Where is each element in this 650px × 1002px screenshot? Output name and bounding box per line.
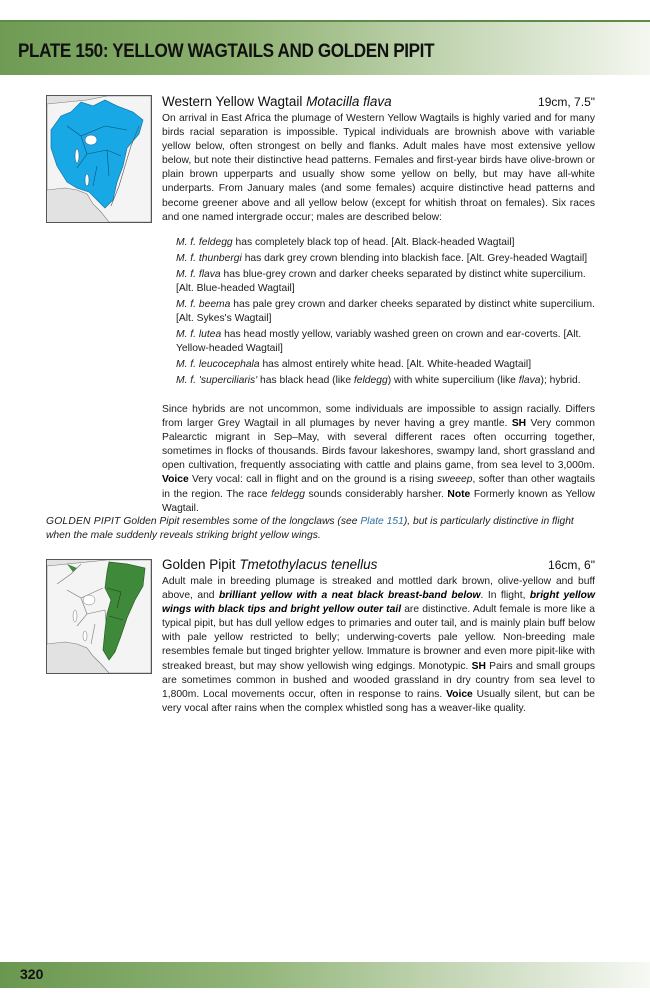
species-size: 19cm, 7.5"	[538, 95, 595, 109]
race-list	[176, 236, 596, 389]
range-map-golden-pipit	[46, 559, 152, 674]
species-notes: Since hybrids are not uncommon, some individuals are impossible to assign racially. Differs from larger Grey Wagtail in all plumages by never having a grey mantle. SH Very common Palearctic migrant in Sep–May, with several different races often occurring together, sometimes in flocks of thousands. Birds favour lakeshores, swampy land, short grassland and open cultivation, frequently associating with cattle and plains game, from sea level to 3,000m. Voice Very vocal: call in flight and on the ground is a rising sweeep, softer than other wagtails in the region. The race feldegg sounds considerably harsher. Note Formerly known as Yellow Wagtail.	[162, 404, 596, 514]
race-item: M. f. lutea has head mostly yellow, variably washed green on crown and ear-coverts. [Alt. Yellow-headed Wagtail]	[176, 328, 582, 355]
comparison-note: GOLDEN PIPIT Golden Pipit resembles some of the longclaws (see Plate 151), but is particularly distinctive in flight when the male suddenly reveals striking bright yellow wings.	[46, 516, 574, 542]
sh-label: SH	[511, 418, 527, 430]
species-size: 16cm, 6"	[548, 558, 595, 572]
voice-label: Voice	[446, 688, 473, 700]
plate-header-band	[0, 20, 650, 75]
header-rule	[0, 20, 650, 22]
species-description: Adult male in breeding plumage is streaked and mottled dark brown, olive-yellow and buff above, and brilliant yellow with a neat black breast-band below. In flight, bright yellow wings with black tips and bright yellow outer tail are distinctive. Adult female is more like a typical pipit, but has dull yellow edges to primaries and outer tail, and is mainly plain buff below with pale yellow restricted to belly; underwing-coverts pale yellow. Non-breeding male resembles female but tinged brighter yellow. Immature is browner and even more pipit-like with streaked breast, but may show yellowish wing edgings. Monotypic. SH Pairs and small groups are sometimes common in bushed and wooded grassland in dry country from sea level to 1,800m. Local movements occur, often in response to rains. Voice Usually silent, but can be very vocal after rains when the complex whistled song has a weaver-like quality.	[162, 576, 595, 714]
note-label: Note	[447, 488, 471, 500]
race-item: M. f. thunbergi has dark grey crown blending into blackish face. [Alt. Grey-headed Wagtail]	[176, 252, 588, 264]
common-name: Golden Pipit	[162, 557, 236, 572]
plate-link[interactable]: Plate 151	[360, 516, 404, 527]
species-name-western-yellow-wagtail	[162, 94, 392, 109]
voice-label: Voice	[162, 474, 189, 486]
race-item: M. f. flava has blue-grey crown and darker cheeks separated by distinct white supercilium. [Alt. Blue-headed Wagtail]	[176, 268, 586, 294]
race-item: M. f. leucocephala has almost entirely white head. [Alt. White-headed Wagtail]	[176, 358, 532, 370]
common-name: Western Yellow Wagtail	[162, 94, 303, 109]
race-item: M. f. 'superciliaris' has black head (like feldegg) with white supercilium (like flava); hybrid.	[176, 374, 581, 386]
note-key: GOLDEN PIPIT	[46, 516, 121, 527]
species-description: On arrival in East Africa the plumage of Western Yellow Wagtails is highly varied and for many birds racial separation is impossible. Typical individuals are brownish above with variable yellow below, often strongest on belly and flanks. Adult males have most extensive yellow below, but note their distinctive head patterns. Females and first-year birds have olive-brown or plain brown upperparts and usually show some yellow on belly, but may have all-white underparts. From January males (and some females) acquire distinctive head patterns and become greener above and all yellow below (except for whitish throat on females). Six races and one named intergrade occur; males are described below:	[162, 113, 595, 223]
scientific-name: Motacilla flava	[306, 94, 392, 109]
plate-title: PLATE 150: YELLOW WAGTAILS AND GOLDEN PIPIT	[18, 41, 435, 62]
race-item: M. f. feldegg has completely black top of head. [Alt. Black-headed Wagtail]	[176, 237, 515, 248]
scientific-name: Tmetothylacus tenellus	[239, 557, 378, 572]
footer-band	[0, 962, 650, 988]
species-name-golden-pipit	[162, 557, 377, 572]
range-map-western-yellow-wagtail	[46, 95, 152, 223]
page-number: 320	[20, 966, 44, 982]
race-item: M. f. beema has pale grey crown and darker cheeks separated by distinct white supercilium. [Alt. Sykes's Wagtail]	[176, 298, 595, 324]
sh-label: SH	[471, 660, 486, 672]
